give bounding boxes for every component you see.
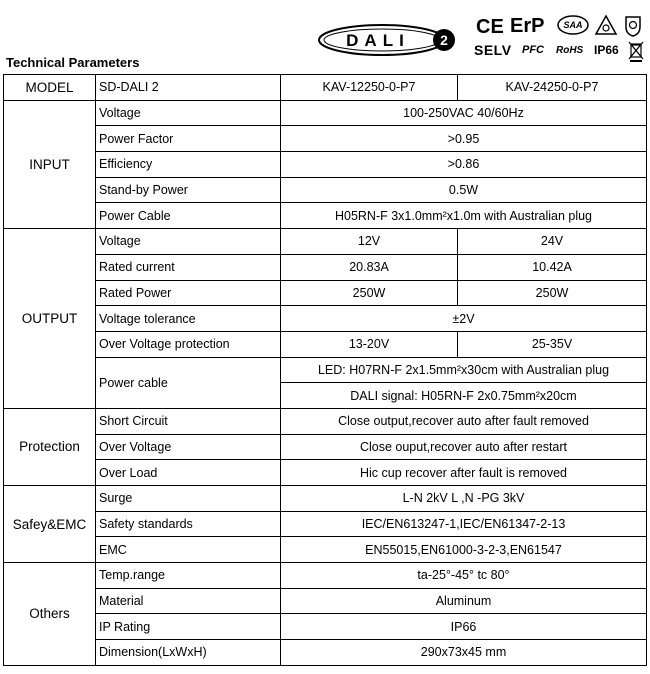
param-label: Rated current: [96, 254, 281, 280]
param-value: Close output,recover auto after fault removed: [281, 408, 647, 434]
param-value-a: 20.83A: [281, 254, 458, 280]
param-label: Over Voltage: [96, 434, 281, 460]
param-label: Voltage: [96, 100, 281, 126]
param-label: Material: [96, 588, 281, 614]
others-category: Others: [4, 563, 96, 666]
param-label: Temp.range: [96, 563, 281, 589]
param-value: ta-25°-45° tc 80°: [281, 563, 647, 589]
param-label: Surge: [96, 486, 281, 512]
param-value-b: 25-35V: [458, 331, 647, 357]
param-label: Safety standards: [96, 511, 281, 537]
param-value: 290x73x45 mm: [281, 640, 647, 666]
table-row: [4, 357, 647, 383]
param-value: H05RN-F 3x1.0mm²x1.0m with Australian plug: [281, 203, 647, 229]
table-row: [4, 126, 647, 152]
table-row: [4, 434, 647, 460]
table-row: [4, 203, 647, 229]
rohs-mark: RoHS: [556, 45, 584, 56]
param-label: Short Circuit: [96, 408, 281, 434]
table-row: [4, 331, 647, 357]
param-value-line1: LED: H07RN-F 2x1.5mm²x30cm with Australian plug: [281, 357, 647, 383]
param-value-line2: DALI signal: H05RN-F 2x0.75mm²x20cm: [281, 383, 647, 409]
table-row: [4, 511, 647, 537]
param-label: Power Factor: [96, 126, 281, 152]
param-value: IP66: [281, 614, 647, 640]
saa-mark: [556, 14, 590, 36]
param-value-b: 10.42A: [458, 254, 647, 280]
crossed-bin-icon: [628, 40, 644, 62]
dali-logo-version: 2: [440, 32, 448, 48]
table-row: [4, 460, 647, 486]
erp-mark: ErP: [510, 15, 545, 37]
table-row: [4, 152, 647, 178]
table-row: [4, 306, 647, 332]
output-category: OUTPUT: [4, 229, 96, 409]
protection-category: Protection: [4, 408, 96, 485]
param-value: Hic cup recover after fault is removed: [281, 460, 647, 486]
param-value: >0.86: [281, 152, 647, 178]
table-row: [4, 254, 647, 280]
table-row: [4, 614, 647, 640]
triangle-mark-icon: [594, 14, 618, 36]
param-label: Over Load: [96, 460, 281, 486]
dali-2-logo: [316, 22, 462, 58]
input-category: INPUT: [4, 100, 96, 228]
param-label: Rated Power: [96, 280, 281, 306]
table-row: [4, 640, 647, 666]
table-row: [4, 100, 647, 126]
param-value: EN55015,EN61000-3-2-3,EN61547: [281, 537, 647, 563]
table-row: [4, 563, 647, 589]
param-value: >0.95: [281, 126, 647, 152]
table-row: [4, 408, 647, 434]
param-value-a: 250W: [281, 280, 458, 306]
param-label: Efficiency: [96, 152, 281, 178]
param-value-a: 13-20V: [281, 331, 458, 357]
param-value: Close ouput,recover auto after restart: [281, 434, 647, 460]
param-value: 100-250VAC 40/60Hz: [281, 100, 647, 126]
param-label: Power cable: [96, 357, 281, 408]
safety-emc-category: Safey&EMC: [4, 486, 96, 563]
param-label: Power Cable: [96, 203, 281, 229]
table-row: [4, 588, 647, 614]
page-header: [0, 0, 650, 78]
model-b: KAV-24250-0-P7: [458, 75, 647, 101]
param-label: Dimension(LxWxH): [96, 640, 281, 666]
shield-mark-icon: [624, 14, 642, 38]
param-value: L-N 2kV L ,N -PG 3kV: [281, 486, 647, 512]
param-value-b: 24V: [458, 229, 647, 255]
page-title: Technical Parameters: [6, 55, 140, 70]
model-a: KAV-12250-0-P7: [281, 75, 458, 101]
param-value: ±2V: [281, 306, 647, 332]
param-label: Over Voltage protection: [96, 331, 281, 357]
table-row: [4, 229, 647, 255]
model-label: MODEL: [4, 75, 96, 101]
ce-mark: CE: [476, 16, 504, 38]
technical-parameters-table: [3, 74, 647, 666]
table-row-model: [4, 75, 647, 101]
ip66-mark: IP66: [594, 43, 619, 57]
selv-mark: SELV: [474, 42, 512, 58]
table-row: [4, 537, 647, 563]
pfc-mark: PFC: [522, 44, 544, 56]
table-row: [4, 177, 647, 203]
param-label: Stand-by Power: [96, 177, 281, 203]
param-label: IP Rating: [96, 614, 281, 640]
param-label: Voltage: [96, 229, 281, 255]
param-value-a: 12V: [281, 229, 458, 255]
param-value: Aluminum: [281, 588, 647, 614]
param-label: EMC: [96, 537, 281, 563]
param-value: IEC/EN613247-1,IEC/EN61347-2-13: [281, 511, 647, 537]
svg-text:SAA: SAA: [563, 20, 583, 30]
table-row: [4, 486, 647, 512]
dali-logo-text: DALI: [346, 31, 410, 50]
param-label: Voltage tolerance: [96, 306, 281, 332]
param-value-b: 250W: [458, 280, 647, 306]
table-row: [4, 280, 647, 306]
model-series: SD-DALI 2: [96, 75, 281, 101]
param-value: 0.5W: [281, 177, 647, 203]
